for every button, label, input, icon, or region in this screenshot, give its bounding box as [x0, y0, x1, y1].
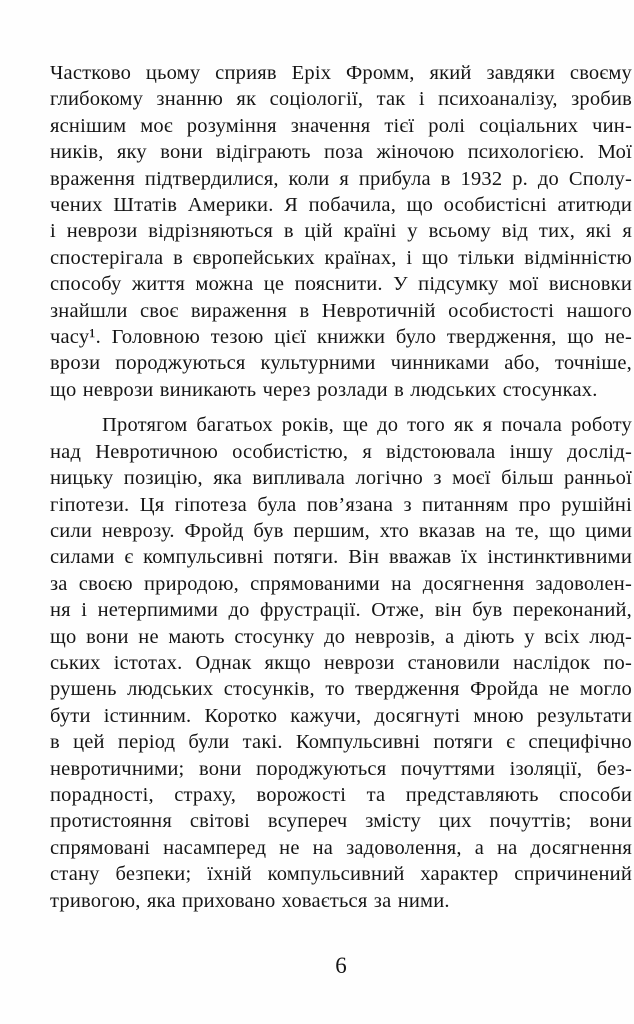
text-line: ня і нетерпимими до фрустрації. Отже, він був переконаний,: [50, 599, 632, 622]
paragraph: [50, 60, 632, 403]
text-line: бути істинним. Коротко кажучи, досягнуті мною результати: [50, 704, 632, 727]
text-line: протистояння світові всупереч змісту цих почуттів; вони: [50, 810, 632, 833]
text-column: [50, 60, 632, 914]
text-line: стану безпеки; їхній компульсивний характер спричинений: [50, 863, 632, 886]
text-line: спрямовані насамперед не на задоволення, а на досягнення: [50, 836, 632, 859]
text-line: Протягом багатьох років, ще до того як я почала роботу: [102, 414, 632, 437]
text-line: порадності, страху, ворожості та представляють способи: [50, 783, 632, 806]
text-line: врози породжуються культурними чинниками або, точніше,: [50, 352, 632, 375]
text-line: тривогою, яка приховано ховається за ними.: [50, 889, 450, 912]
text-line: чених Штатів Америки. Я побачила, що особистісні атитюди: [50, 194, 632, 217]
text-line: Частково цьому сприяв Еріх Фромм, який завдяки своєму: [50, 62, 632, 84]
text-line: ницьку позицію, яка випливала логічно з моєї більш ранньої: [50, 467, 632, 490]
text-line: невротичними; вони породжуються почуттями ізоляції, без-: [50, 757, 632, 780]
text-line: спостерігала в європейських країнах, і що тільки відмінністю: [50, 246, 632, 269]
text-line: часу¹. Головною тезою цієї книжки було твердження, що не-: [50, 326, 632, 349]
text-line: і неврози відрізняються в цій країні у всьому від тих, які я: [50, 220, 632, 243]
text-line: що неврози виникають через розлади в людських стосунках.: [50, 378, 598, 401]
text-line: ників, яку вони відіграють поза жіночою психологією. Мої: [50, 141, 632, 164]
text-line: рушень людських стосунків, то твердження Фройда не могло: [50, 678, 632, 701]
text-line: в цей період були такі. Компульсивні потяги є специфічно: [50, 731, 632, 754]
text-line: над Невротичною особистістю, я відстоювала іншу дослід-: [50, 440, 632, 463]
text-line: сили неврозу. Фройд був першим, хто вказав на те, що цими: [50, 519, 632, 542]
page-number: 6: [335, 953, 347, 978]
text-line: ських істотах. Однак якщо неврози становили наслідок по-: [50, 651, 632, 674]
text-line: яснішим моє розуміння значення тієї ролі соціальних чин-: [50, 114, 632, 137]
text-line: знайшли своє вираження в Невротичній особистості нашого: [50, 299, 632, 322]
text-line: способу життя можна це пояснити. У підсумку мої висновки: [50, 273, 632, 296]
text-line: за своєю природою, спрямованими на досягнення задоволен-: [50, 572, 632, 595]
text-line: глибокому знанню як соціології, так і психоаналізу, зробив: [50, 88, 632, 111]
text-line: гіпотези. Ця гіпотеза була пов’язана з питанням про рушійні: [50, 493, 632, 516]
text-line: силами є компульсивні потяги. Він вважав їх інстинктивними: [50, 546, 632, 569]
text-line: враження підтвердилися, коли я прибула в 1932 р. до Сполу-: [50, 167, 632, 190]
text-line: що вони не мають стосунку до неврозів, а діють у всіх люд-: [50, 625, 632, 648]
paragraph: [50, 412, 632, 914]
